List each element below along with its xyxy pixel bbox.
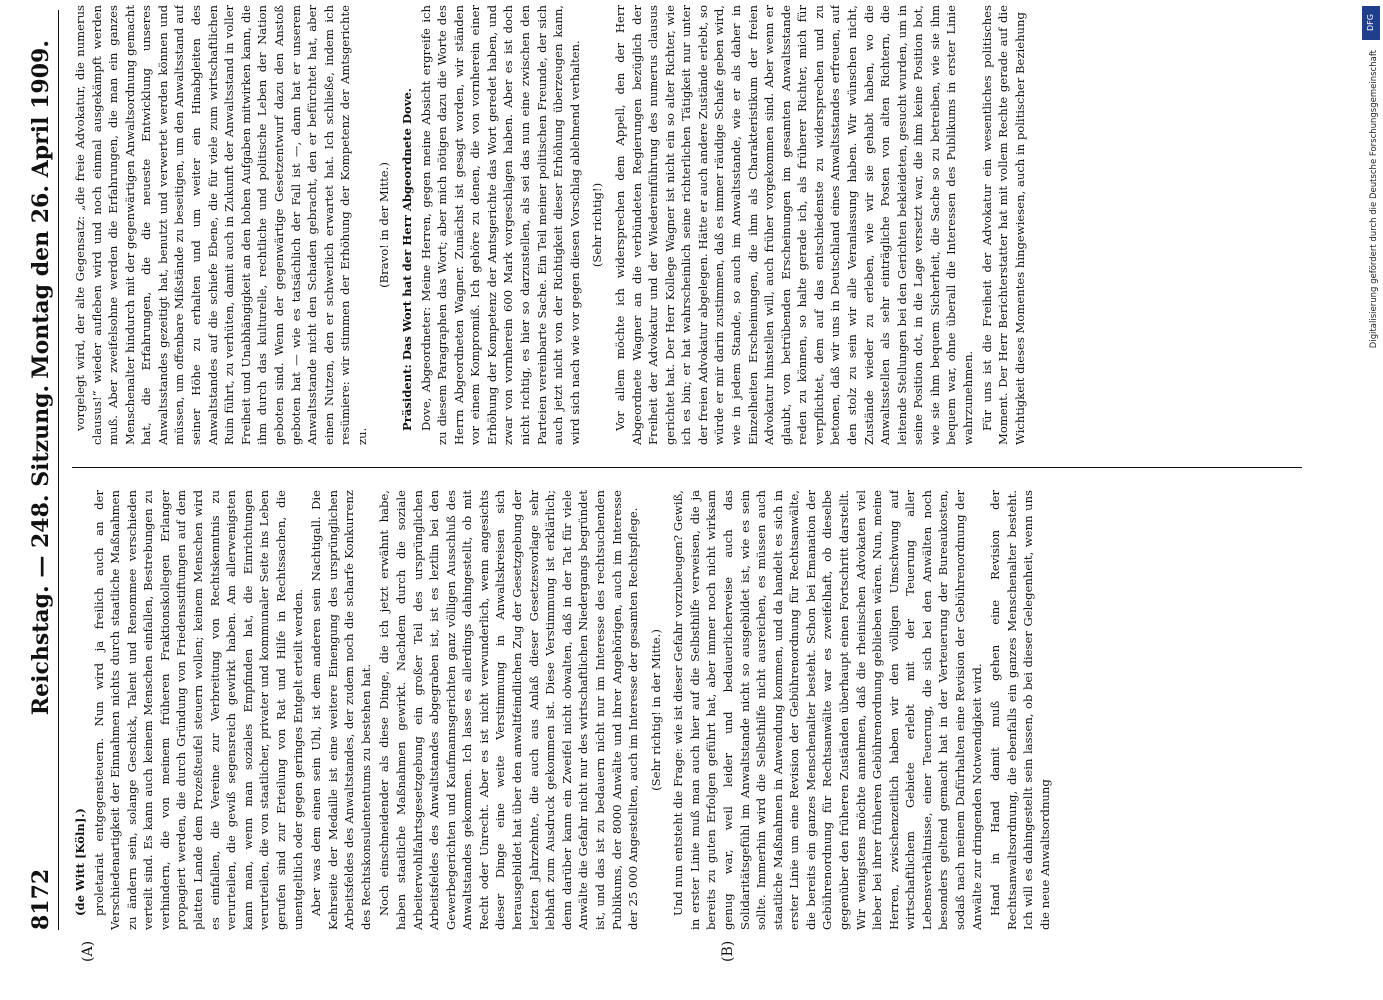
interjection: (Bravo! in der Mitte.) xyxy=(377,162,392,288)
president-statement: Präsident: Das Wort hat der Herr Abgeordnete Dove. xyxy=(399,88,414,431)
margin-marker-b: (B) xyxy=(720,940,736,962)
paragraph: Noch einschneidender als diese Dinge, die ich jetzt erwähnt habe, haben staatliche Maßnahmen gewirkt. Nachdem durch die soziale Arbeiterwohlfahrtsgesetzgebung ein großer Teil des ursprünglichen Arbeitsfeldes des Anwaltstandes abgegraben ist, ist es leztlin bei den Gewerbegerichten und Kaufmannsgerichten ganz völligen Ausschluß des Anwaltstandes gekommen. Ich lasse es allerdings dahingestellt, ob mit Recht oder Unrecht. Aber es ist nicht verwunderlich, wenn angesichts dieser Dinge eine weite Verstimmung in Anwaltskreisen sich herausgebildet hat über den anwaltfeindlichen Zug der Gesetzgebung der letzten Jahrzehnte, die auch aus Anlaß dieser Gesetzesvorlage sehr lebhaft zum Ausdruck gekommen ist. Diese Verstimmung ist erklärlich; denn darüber kann ein Zweifel nicht obwalten, daß in der Tat für viele Anwälte die Gefahr nicht nur des wirtschaftlichen Niedergangs begründet ist, und das ist zu bedauern nicht nur im Interesse des rechtsuchenden Publikums, der 8000 Anwälte und ihrer Angehörigen, auch im Interesse der 25 000 Angestellten, auch im Interesse der gesamten Rechtspflege. xyxy=(377,490,641,930)
speaker-intro: (de Witt [Köln].) xyxy=(73,808,87,916)
paragraph: vorgelegt wird, der alte Gegensatz: „die freie Advokatur, die numerus clausus!“ wieder aufleben wird und noch einmal ausgekämpft werden muß. Aber zweifelsohne werden die Erfahrungen, die man ein ganzes Menschenalter hindurch mit der gegenwärtigen Anwaltsordnung gemacht hat, die Erfahrungen, die die neueste Entwicklung unseres Anwaltsstandes gezeitigt hat, benutzt und verwertet werden können und müssen, um offenbare Mißstände zu beseitigen, um den Anwaltsstand auf seiner Höhe zu erhalten und um weiter ein Hinabgleiten des Anwaltstandes auf die schiefe Ebene, die für viele zum wirtschaftlichen Ruin führt, zu verhüten, damit auch in Zukunft der Anwaltsstand in voller Freiheit und Unabhängigkeit an den hohen Aufgaben mitwirken kann, die ihm durch das kulturelle, rechtliche und politische Leben der Nation geboten sind. Wenn der gegenwärtige Gesetzentwurf dazu den Anstoß geboten hat — wie es tatsächlich der Fall ist —, dann hat er unserem Anwaltsstande nicht den Schaden gebracht, den er befürchtet hat, aber einen Nutzen, den er schwerlich erwartet hat. Ich schließe, indem ich resümiere: wir stimmen der Erhöhung der Kompetenz der Amtsgerichte zu. xyxy=(73,5,369,445)
paragraph: Für uns ist die Freiheit der Advokatur ein wesentliches politisches Moment. Der Herr Berichterstatter hat mit vollem Rechte gerade auf die Wichtigkeit dieses Momentes hingewiesen, auch in politischer Beziehung xyxy=(979,5,1027,445)
paragraph: proletariat entgegensteuern. Nun wird ja freilich auch an der Verschiedenartigkeit der Einnahmen nichts durch staatliche Maßnahmen zu ändern sein, solange Geschick, Talent und Renommee verschieden verteilt sind. Es kann auch keinem Menschen einfallen, Bestrebungen zu verhindern, die von meinem früheren Fraktionskollegen Erlanger propagiert werden, die durch Gründung von Friedensstiftungen auf dem platten Lande dem Prozeßteufel steuern wollen; keinem Menschen wird es einfallen, die Vereine zur Verbreitung von Rechtskenntnis zu verurteilen, die gewiß segensreich gewirkt haben. Am allerwenigsten kann man, wenn man soziales Empfinden hat, die Einrichtungen verurteilen, die von staatlicher, privater und kommunaler Seite ins Leben gerufen sind zur Erteilung von Rat und Hilfe in Rechtssachen, die unentgeltlich oder gegen geringes Entgelt erteilt werden. xyxy=(91,490,305,930)
paragraph: Dove, Abgeordneter: Meine Herren, gegen meine Absicht ergreife ich zu diesem Paragraphen das Wort; aber mich nötigen dazu die Worte des Herrn Abgeordneten Wagner. Zunächst ist gesagt worden, wir ständen vor einem Kompromiß. Ich gehöre zu denen, die von vornherein einer Erhöhung der Kompetenz der Amtsgerichte das Wort geredet haben, und zwar von vornherein 600 Mark vorgeschlagen haben. Aber es ist doch nicht richtig, es hier so darzustellen, als sei das nun eine zwischen den Parteien vereinbarte Sache. Ein Teil meiner politischen Freunde, der sich auch jetzt nicht von der Richtigkeit dieser Erhöhung überzeugen kann, wird sich nach wie vor gegen diesen Vorschlag ablehnend verhalten. xyxy=(418,5,582,445)
right-text-column xyxy=(72,5,1312,445)
session-title: Reichstag. — 248. Sitzung. xyxy=(28,384,54,716)
page-header xyxy=(28,10,68,930)
paragraph: Und nun entsteht die Frage: wie ist dieser Gefahr vorzubeugen? Gewiß, in erster Linie muß man auch hier auf die Selbsthilfe verweisen, die ja bereits zu guten Erfolgen geführt hat, aber immer noch nicht wirksam genug war, weil leider und bedauerlicherweise auch das Solidaritätsgefühl im Anwaltstande nicht so ausgebildet ist, wie es sein sollte. Immerhin wird die Selbsthilfe nicht ausreichen, es müssen auch staatliche Maßnahmen in Anwendung kommen, und da handelt es sich in erster Linie um eine Revision der Gebührenordnung für Rechtsanwälte, die bereits ein ganzes Menschenalter besteht. Schon bei Emanation der Gebührenordnung für Rechtsanwälte war es zweifelhaft, ob dieselbe gegenüber den früheren Zuständen überhaupt einen Fortschritt darstellt. Wir wenigstens möchte annehmen, daß die rheinischen Advokaten viel lieber bei ihrer früheren Gebührenordnung geblieben wären. Nun, meine Herren, zwischenzeitlich haben wir den völligen Umschwung auf wirtschaftlichem Gebiete erlebt mit der Teuerung aller Lebensverhältnisse, einer Teuerung, die sich bei den Anwälten noch besonders geltend gemacht hat in der Verteuerung der Bureaukosten, sodaß nach meinem Dafürhalten eine Revision der Gebührenordnung der Anwälte zur dringenden Notwendigkeit wird. xyxy=(671,490,984,930)
column-divider xyxy=(72,467,1302,468)
rotated-page-content xyxy=(10,0,1330,990)
interjection: (Sehr richtig! in der Mitte.) xyxy=(648,629,663,791)
header-rule xyxy=(58,10,59,930)
paragraph: Vor allem möchte ich widersprechen dem Appell, den der Herr Abgeordnete Wagner an die verbündeten Regierungen bezüglich der Freiheit der Advokatur und der Wiedereinführung des numerus clausus gerichtet hat. Der Herr Kollege Wagner ist nicht ein so alter Richter, wie ich es bin; er hat wahrscheinlich seine richterlichen Tätigkeit nur unter der freien Advokatur abgelegen. Hätte er auch andere Zustände erlebt, so würde er mir darin zustimmen, daß es immer räudige Schafe geben wird, wie in jedem Stande, so auch im Anwaltsstande, wie er als daher in Einzelheiten Erscheinungen, die ihm als Charakteristikum der freien Advokatur hinstellen will, auch früher vorgekommen sind. Aber wenn er glaubt, von betrübenden Erscheinungen im gesamten Anwaltsstande reden zu können, so halte gerade ich, als früherer Richter, mich für verpflichtet, dem auf das entschiedenste zu widersprechen und zu betonen, daß wir uns in Deutschland eines Anwaltsstandes erfreuen, auf den stolz zu sein wir alle Veranlassung haben. Wir wünschen nicht, Zustände wieder zu erleben, wie wir sie gehabt haben, wo die Anwaltsstellen als sehr einträgliche Posten von alten Richtern, die leitende Stellungen bei den Gerichten bekleideten, gesucht wurden, um in seine Position dot, in die Lage versetzt war, die ihm keine Position bot, wie sie ihm bequem Sicherheit, die Sache so zu betreiben, wie sie ihm bequem war, ohne überall die Interessen des Publikums in erster Linie wahrzunehmen. xyxy=(612,5,976,445)
interjection: (Sehr richtig!) xyxy=(590,182,605,268)
paragraph: Aber was dem einen sein Uhl, ist dem anderen sein Nachtigall. Die Kehrseite der Medaille ist eine weitere Einengung des ursprünglichen Arbeitsfeldes des Anwaltstandes, der zudem noch die scharfe Konkurrenz des Rechtskonsulententums zu bestehen hat. xyxy=(309,490,373,930)
dfg-logo: DFG xyxy=(1362,6,1380,40)
digitization-sidebar xyxy=(1359,0,1383,1000)
page-number: 8172 xyxy=(28,868,54,930)
paragraph: Hand in Hand damit muß gehen eine Revision der Rechtsanwaltsordnung, die ebenfalls ein ganzes Menschenalter besteht. Ich will es dahingestellt sein lassen, ob bei dieser Gelegenheit, wenn uns die neue Anwaltsordnung xyxy=(988,490,1052,930)
funding-credit: Digitalisierung gefördert durch die Deutsche Forschungsgemeinschaft xyxy=(1369,50,1379,349)
margin-marker-a: (A) xyxy=(80,940,96,962)
session-date: Montag den 26. April 1909. xyxy=(28,40,54,379)
left-text-column xyxy=(72,490,1312,930)
